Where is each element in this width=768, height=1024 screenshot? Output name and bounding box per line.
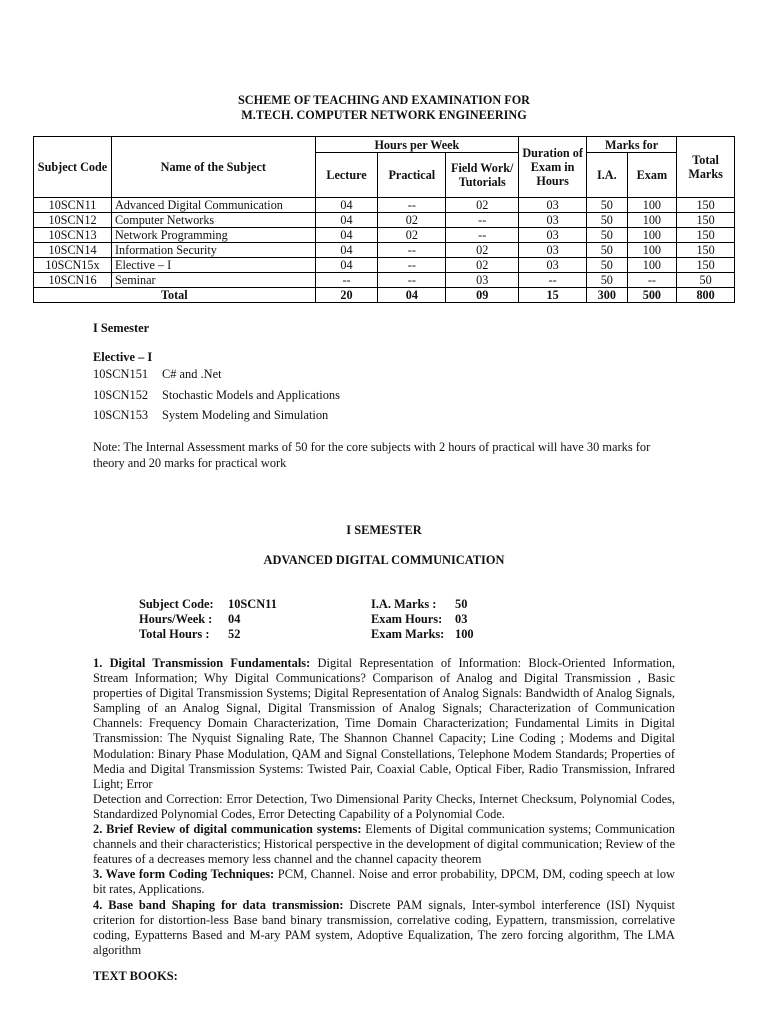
scheme-table <box>33 136 735 303</box>
table-total-row <box>34 288 735 303</box>
row-lecture: -- <box>315 273 378 288</box>
row-exam: 100 <box>627 213 677 228</box>
row-lecture: 04 <box>315 258 378 273</box>
row-lecture: 04 <box>315 198 378 213</box>
elective-code: 10SCN153 <box>93 408 149 422</box>
hours-week-value: 04 <box>228 612 241 626</box>
syllabus-unit-1 <box>93 656 675 792</box>
row-name: Network Programming <box>112 228 316 243</box>
row-field: 02 <box>446 243 519 258</box>
header-subject-name: Name of the Subject <box>112 137 316 198</box>
row-practical: 02 <box>378 228 446 243</box>
row-total: 150 <box>677 198 735 213</box>
row-duration: 03 <box>519 198 587 213</box>
unit-heading: 3. Wave form Coding Techniques: <box>93 867 275 882</box>
table-row <box>34 258 735 273</box>
row-ia: 50 <box>587 198 628 213</box>
total-hours-value: 52 <box>228 627 241 641</box>
row-practical: -- <box>378 273 446 288</box>
row-duration: 03 <box>519 258 587 273</box>
total-duration: 15 <box>519 288 587 303</box>
row-name: Elective – I <box>112 258 316 273</box>
total-field: 09 <box>446 288 519 303</box>
table-row <box>34 198 735 213</box>
row-field: 02 <box>446 258 519 273</box>
syllabus-unit-4 <box>93 898 675 958</box>
row-duration: 03 <box>519 228 587 243</box>
row-ia: 50 <box>587 243 628 258</box>
row-lecture: 04 <box>315 213 378 228</box>
row-field: -- <box>446 228 519 243</box>
row-practical: 02 <box>378 213 446 228</box>
text-books-heading: TEXT BOOKS: <box>93 969 178 983</box>
header-hours-per-week: Hours per Week <box>315 137 519 153</box>
row-total: 150 <box>677 243 735 258</box>
total-marks: 800 <box>677 288 735 303</box>
subject-code-value: 10SCN11 <box>228 597 277 611</box>
row-ia: 50 <box>587 228 628 243</box>
header-total-marks: Total Marks <box>677 137 735 198</box>
page-title <box>0 93 768 123</box>
row-code: 10SCN12 <box>34 213 112 228</box>
ia-marks-value: 50 <box>455 597 468 611</box>
semester-label: I Semester <box>93 321 150 335</box>
row-exam: 100 <box>627 258 677 273</box>
exam-hours-value: 03 <box>455 612 468 626</box>
total-ia: 300 <box>587 288 628 303</box>
header-lecture: Lecture <box>315 153 378 198</box>
elective-code: 10SCN151 <box>93 367 149 381</box>
header-exam: Exam <box>627 153 677 198</box>
title-line-1: SCHEME OF TEACHING AND EXAMINATION FOR <box>238 93 530 107</box>
title-line-2: M.TECH. COMPUTER NETWORK ENGINEERING <box>241 108 527 122</box>
row-practical: -- <box>378 243 446 258</box>
syllabus-unit-3 <box>93 867 675 897</box>
row-exam: 100 <box>627 198 677 213</box>
unit-body: Elements of Digital communication systems; Communication channels and their characteristics; Historical perspective in the development of digital communication; Review of the features of a decreases memory less channel and the channel capacity theorem <box>93 822 675 867</box>
table-row <box>34 243 735 258</box>
row-code: 10SCN13 <box>34 228 112 243</box>
subject-code-label: Subject Code: <box>139 597 214 611</box>
row-ia: 50 <box>587 258 628 273</box>
row-practical: -- <box>378 198 446 213</box>
elective-heading: Elective – I <box>93 350 153 364</box>
row-code: 10SCN14 <box>34 243 112 258</box>
unit-heading: 1. Digital Transmission Fundamentals: <box>93 656 311 670</box>
table-row <box>34 273 735 288</box>
row-name: Computer Networks <box>112 213 316 228</box>
row-code: 10SCN11 <box>34 198 112 213</box>
row-practical: -- <box>378 258 446 273</box>
elective-name: C# and .Net <box>162 367 222 381</box>
row-exam: -- <box>627 273 677 288</box>
exam-hours-label: Exam Hours: <box>371 612 443 626</box>
table-row <box>34 213 735 228</box>
ia-marks-label: I.A. Marks : <box>371 597 437 611</box>
header-subject-code: Subject Code <box>34 137 112 198</box>
subject-info-right <box>371 597 474 642</box>
row-field: -- <box>446 213 519 228</box>
row-total: 150 <box>677 228 735 243</box>
unit-heading: 4. Base band Shaping for data transmission: <box>93 897 344 912</box>
row-name: Advanced Digital Communication <box>112 198 316 213</box>
header-duration: Duration of Exam in Hours <box>519 137 587 198</box>
row-duration: -- <box>519 273 587 288</box>
note-line-2: theory and 20 marks for practical work <box>93 456 287 470</box>
total-hours-label: Total Hours : <box>139 627 210 641</box>
header-marks-for: Marks for <box>587 137 677 153</box>
header-field-work: Field Work/ Tutorials <box>446 153 519 198</box>
exam-marks-label: Exam Marks: <box>371 627 445 641</box>
row-ia: 50 <box>587 273 628 288</box>
note-line-1: Note: The Internal Assessment marks of 50 for the core subjects with 2 hours of practical will have 30 marks for <box>93 440 651 454</box>
unit-heading: 2. Brief Review of digital communication systems: <box>93 822 362 837</box>
row-lecture: 04 <box>315 228 378 243</box>
syllabus-body <box>93 656 675 958</box>
section-subject-title: ADVANCED DIGITAL COMMUNICATION <box>263 553 505 567</box>
unit-body: Detection and Correction: Error Detection, Two Dimensional Parity Checks, Internet Checksum, Polynomial Codes, Standardized Polynomial Codes, Error Detecting Capability of a Polynomial Code. <box>93 791 675 821</box>
row-ia: 50 <box>587 213 628 228</box>
total-practical: 04 <box>378 288 446 303</box>
row-lecture: 04 <box>315 243 378 258</box>
row-name: Information Security <box>112 243 316 258</box>
header-practical: Practical <box>378 153 446 198</box>
exam-marks-value: 100 <box>455 627 474 641</box>
row-exam: 100 <box>627 243 677 258</box>
syllabus-unit-1-cont <box>93 792 675 822</box>
row-duration: 03 <box>519 213 587 228</box>
syllabus-unit-2 <box>93 822 675 867</box>
elective-code: 10SCN152 <box>93 388 149 402</box>
elective-name: Stochastic Models and Applications <box>162 388 340 402</box>
section-semester: I SEMESTER <box>346 523 422 537</box>
row-total: 150 <box>677 213 735 228</box>
row-duration: 03 <box>519 243 587 258</box>
row-code: 10SCN16 <box>34 273 112 288</box>
table-row <box>34 228 735 243</box>
row-total: 150 <box>677 258 735 273</box>
unit-body: Digital Representation of Information: Block-Oriented Information, Stream Information; Why Digital Communications? Comparison of Analog and Digital Transmission , Basic properties of Digital Transmission Systems; Digital Representation of Analog Signals: Bandwidth of Analog Signals, Sampling of an Analog Signal, Digital Transmission of Analog Signals; Characterization of Communication Channels: Frequency Domain Characterization, Time Domain Characterization; Fundamental Limits in Digital Transmission: The Nyquist Signaling Rate, The Shannon Channel Capacity; Line Coding ; Modems and Digital Modulation: Binary Phase Modulation, QAM and Signal Constellations, Telephone Modem Standards; Properties of Media and Digital Transmission Systems: Twisted Pair, Coaxial Cable, Optical Fiber, Radio Transmission, Infrared Light; Error <box>93 656 675 791</box>
total-exam: 500 <box>627 288 677 303</box>
row-exam: 100 <box>627 228 677 243</box>
row-total: 50 <box>677 273 735 288</box>
hours-week-label: Hours/Week : <box>139 612 213 626</box>
row-field: 03 <box>446 273 519 288</box>
unit-body: PCM, Channel. Noise and error probability, DPCM, DM, coding speech at low bit rates, Applications. <box>93 867 675 897</box>
row-name: Seminar <box>112 273 316 288</box>
total-label: Total <box>34 288 316 303</box>
row-code: 10SCN15x <box>34 258 112 273</box>
total-lecture: 20 <box>315 288 378 303</box>
header-ia: I.A. <box>587 153 628 198</box>
subject-info-left <box>139 597 277 642</box>
row-field: 02 <box>446 198 519 213</box>
unit-body: Discrete PAM signals, Inter-symbol interference (ISI) Nyquist criterion for distortion-less Base band binary transmission, correlative coding, Eypattern, transmission, correlative coding, Eypatterns Based and M-ary PAM system, Adoptive Equalization, The zero forcing algorithm, The LMA algorithm <box>93 897 675 957</box>
elective-name: System Modeling and Simulation <box>162 408 329 422</box>
